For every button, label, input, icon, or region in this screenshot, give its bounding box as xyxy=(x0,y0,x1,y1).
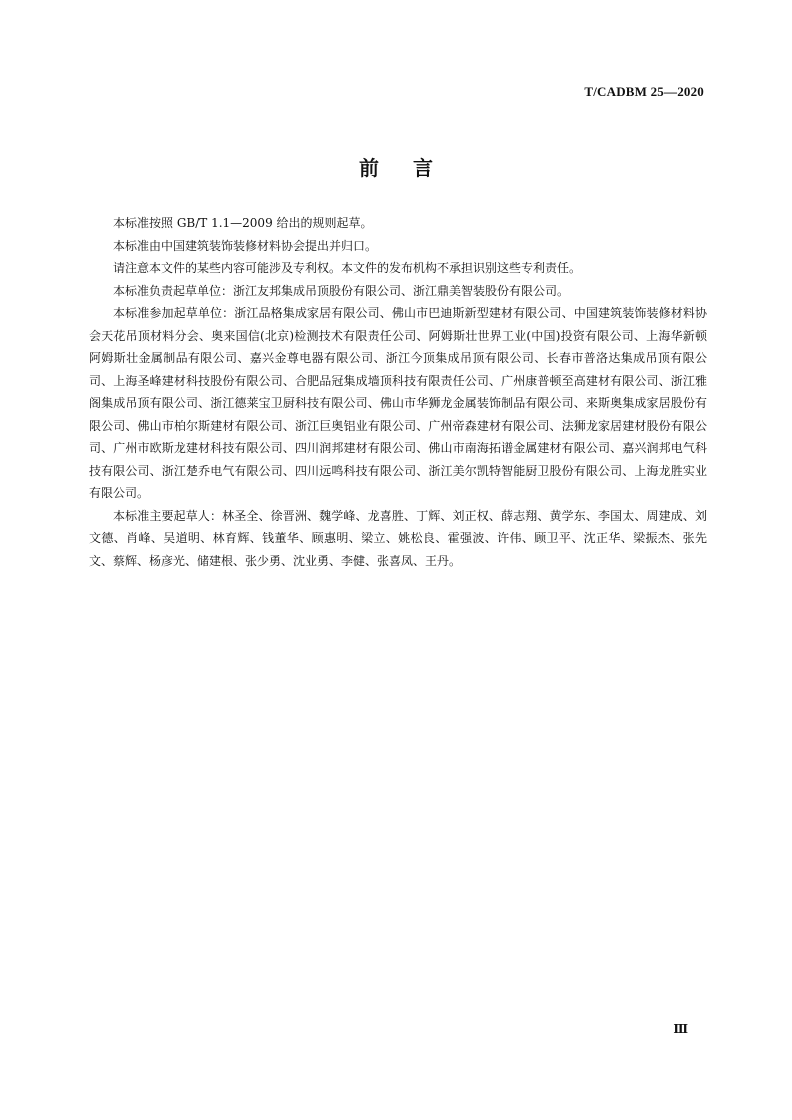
paragraph-lead-drafters: 本标准负责起草单位：浙江友邦集成吊顶股份有限公司、浙江鼎美智装股份有限公司。 xyxy=(113,283,570,298)
standard-code: T/CADBM 25—2020 xyxy=(584,84,704,99)
paragraph-drafting-rules: 本标准按照 GB/T 1.1—2009 给出的规则起草。 xyxy=(113,216,373,230)
foreword-body xyxy=(89,212,707,572)
paragraph-patent-notice: 请注意本文件的某些内容可能涉及专利权。本文件的发布机构不承担识别这些专利责任。 xyxy=(113,261,582,275)
page-number: Ⅲ xyxy=(673,1022,688,1036)
paragraph-participating-drafters: 本标准参加起草单位：浙江品格集成家居有限公司、佛山市巴迪斯新型建材有限公司、中国建筑装饰装修材料协会天花吊顶材料分会、奥来国信(北京)检测技术有限责任公司、阿姆斯壮世界工业(中国)投资有限公司、上海华新顿阿姆斯壮金属制品有限公司、嘉兴金尊电器有限公司、浙江今顶集成吊顶有限公司、长春市普洛达集成吊顶有限公司、上海圣峰建材科技股份有限公司、合肥品冠集成墙顶科技有限责任公司、广州康普顿至高建材有限公司、浙江雅阁集成吊顶有限公司、浙江德莱宝卫厨科技有限公司、佛山市华狮龙金属装饰制品有限公司、来斯奥集成家居股份有限公司、佛山市柏尔斯建材有限公司、浙江巨奥铝业有限公司、广州帝森建材有限公司、法狮龙家居建材股份有限公司、广州市欧斯龙建材科技有限公司、四川润邦建材有限公司、佛山市南海拓谱金属建材有限公司、嘉兴润邦电气科技有限公司、浙江楚乔电气有限公司、四川远鸣科技有限公司、浙江美尔凯特智能厨卫股份有限公司、上海龙胜实业有限公司。 xyxy=(89,306,707,500)
paragraph-main-drafters: 本标准主要起草人：林圣全、徐晋洲、魏学峰、龙喜胜、丁辉、刘正权、薛志翔、黄学东、李国太、周建成、刘文德、肖峰、吴道明、林育辉、钱董华、顾惠明、梁立、姚松良、霍强波、许伟、顾卫平、沈正华、梁振杰、张先文、蔡辉、杨彦光、储建根、张少勇、沈业勇、李健、张喜凤、王丹。 xyxy=(89,508,707,568)
paragraph-proposer: 本标准由中国建筑装饰装修材料协会提出并归口。 xyxy=(113,238,378,253)
page-title: 前言 xyxy=(359,156,467,180)
